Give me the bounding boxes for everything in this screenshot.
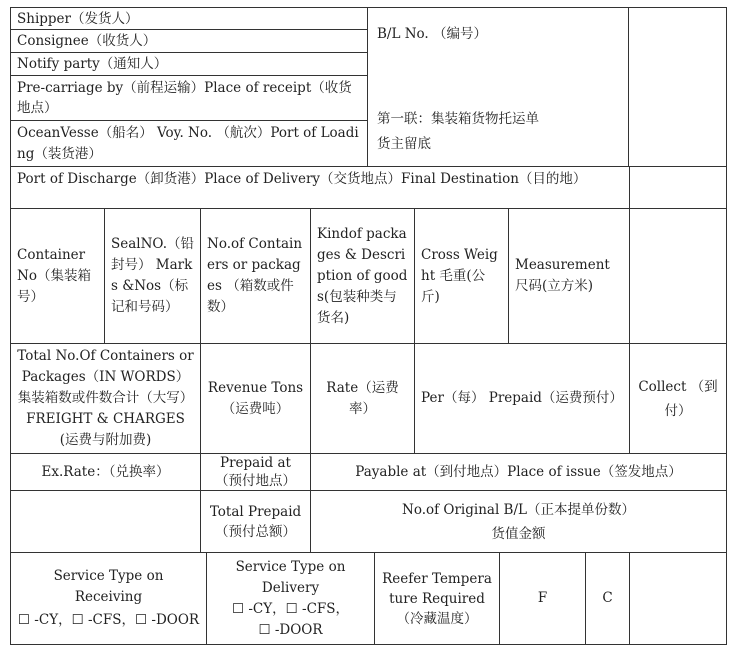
collect-cell — [629, 344, 727, 454]
pre-carriage-label: Pre-carriage by（前程运输）Place of receipt（收货地点） — [17, 80, 352, 116]
ex-rate-cell — [10, 454, 200, 491]
prepaid-at-cell — [200, 454, 310, 491]
prepaid-at-label: Prepaid at（预付地点） — [215, 455, 296, 489]
reefer-temp-cell — [374, 553, 499, 645]
total-packages-label: Total No.Of Containers or Packages（IN WORDS）集装箱数或件数合计（大写）FREIGHT & CHARGES(运费与附加费) — [17, 348, 194, 448]
total-prepaid-label: Total Prepaid（预付总额） — [209, 503, 302, 540]
fahrenheit-label: F — [537, 590, 548, 606]
celsius-label: C — [602, 590, 613, 606]
right-margin-port — [629, 167, 727, 209]
notify-party-field — [10, 53, 368, 76]
copy-note-line1: 第一联：集装箱货物托运单 — [377, 111, 539, 127]
no-containers-header — [200, 209, 310, 344]
port-discharge-label: Port of Discharge（卸货港）Place of Delivery（交货地点）Final Destination（目的地） — [17, 171, 587, 187]
per-prepaid-cell — [414, 344, 629, 454]
service-delivery-cell — [206, 553, 374, 645]
per-prepaid-label: Per（每） Prepaid（运费预付） — [421, 390, 623, 406]
bl-number-block — [368, 7, 629, 167]
service-delivery-options-line2: ☐ -DOOR — [258, 621, 323, 638]
notify-party-label: Notify party（通知人） — [17, 56, 168, 72]
pre-carriage-field — [10, 76, 368, 121]
cargo-value-label: 货值金额 — [491, 525, 546, 542]
total-prepaid-cell — [200, 491, 310, 553]
measurement-label: Measurement 尺码(立方米) — [515, 257, 610, 294]
copy-note-line2: 货主留底 — [377, 136, 431, 152]
kind-packages-label: Kindof packages & Description of goods(包装种类与货名) — [317, 225, 408, 326]
seal-no-header — [104, 209, 200, 344]
payable-at-cell — [310, 454, 727, 491]
ocean-vessel-field — [10, 121, 368, 167]
container-no-label: Container No（集装箱号） — [17, 246, 91, 305]
seal-no-label: SealNO.（铅封号） Marks &Nos（标记和号码） — [111, 236, 194, 315]
gross-weight-header — [414, 209, 508, 344]
ex-rate-label: Ex.Rate：（兑换率） — [41, 463, 170, 480]
service-delivery-label: Service Type on Delivery — [235, 558, 346, 596]
rate-cell — [310, 344, 414, 454]
bl-number-label: B/L No. （编号） — [377, 26, 488, 42]
revenue-tons-label: Revenue Tons（运费吨） — [207, 379, 304, 417]
shipper-field — [10, 7, 368, 30]
container-no-header — [10, 209, 104, 344]
copy-note — [377, 107, 539, 157]
no-containers-label: No.of Containers or packages （箱数或件数） — [207, 236, 303, 315]
rate-label: Rate（运费率） — [326, 379, 399, 417]
service-delivery-options-line1: ☐ -CY，☐ -CFS， — [231, 600, 350, 617]
reefer-temp-label: Reefer Temperature Required（冷藏温度） — [382, 570, 492, 627]
port-discharge-field — [10, 167, 629, 209]
payable-at-label: Payable at（到付地点）Place of issue（签发地点） — [355, 463, 682, 480]
service-receiving-cell — [10, 553, 206, 645]
fahrenheit-cell — [499, 553, 585, 645]
service-receiving-options: ☐ -CY，☐ -CFS，☐ -DOOR — [17, 612, 200, 628]
consignee-label: Consignee（收货人） — [17, 33, 157, 49]
shipper-label: Shipper（发货人） — [17, 11, 139, 27]
collect-label: Collect （到付） — [638, 378, 718, 419]
gross-weight-label: Cross Weight 毛重(公斤) — [421, 246, 498, 305]
original-bl-label: No.of Original B/L（正本提单份数） — [402, 501, 635, 518]
revenue-tons-cell — [200, 344, 310, 454]
consignee-field — [10, 30, 368, 53]
right-margin-top — [629, 7, 727, 167]
right-margin-cargo — [629, 209, 727, 344]
measurement-header — [508, 209, 629, 344]
service-receiving-label: Service Type on Receiving — [53, 568, 164, 605]
right-margin-bottom — [629, 553, 727, 645]
ocean-vessel-label: OceanVesse（船名） Voy. No. （航次）Port of Loading（装货港） — [17, 125, 359, 162]
blank-cell — [10, 491, 200, 553]
celsius-cell — [585, 553, 629, 645]
kind-packages-header — [310, 209, 414, 344]
original-bl-cell — [310, 491, 727, 553]
total-packages-cell — [10, 344, 200, 454]
